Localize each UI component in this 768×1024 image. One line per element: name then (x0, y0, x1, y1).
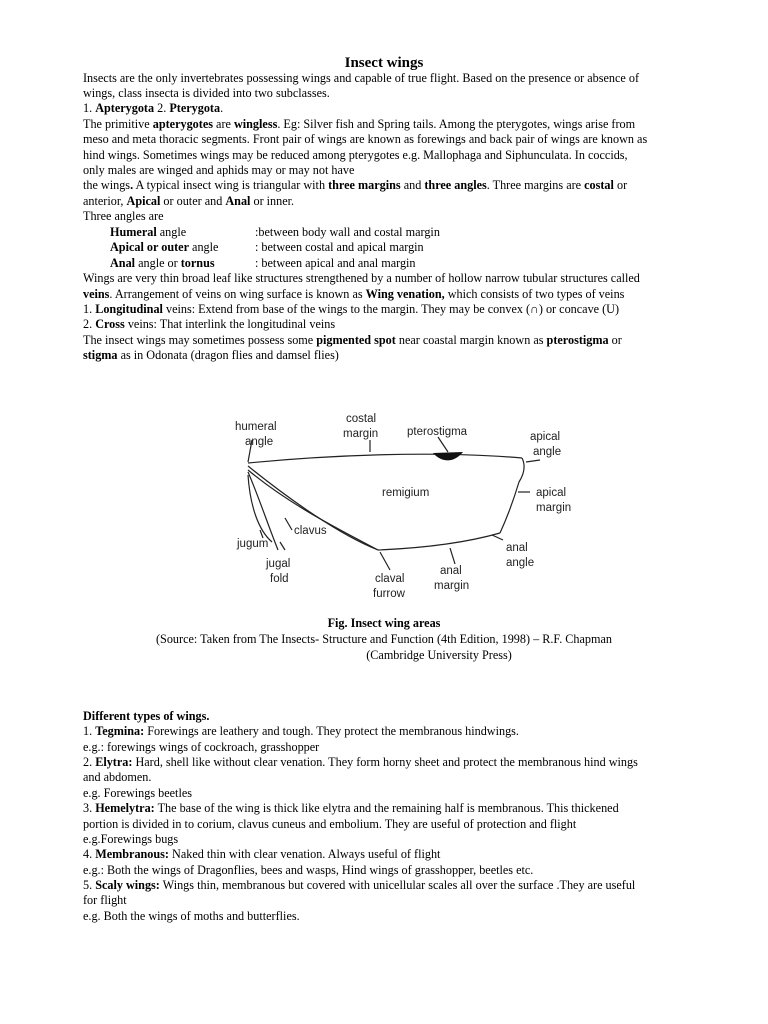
costal-margin-line (248, 454, 522, 463)
label-claval: claval (375, 573, 405, 585)
list-item-example: e.g.Forewings bugs (83, 832, 179, 846)
paragraph-line: the wings. A typical insect wing is triangular with three margins and three angles. Three margins are costal or (83, 178, 628, 192)
label-apical: apical (530, 431, 561, 443)
intro-line: wings, class insecta is divided into two subclasses. (83, 86, 330, 100)
paragraph-line: The insect wings may sometimes possess some pigmented spot near coastal margin known as pterostigma or (83, 333, 622, 347)
jugum-outline (248, 475, 272, 542)
paragraph-line: hind wings. Sometimes wings may be reduced among pterygotes e.g. Mallophaga and Siphunculata. In coccids, (83, 148, 628, 162)
label-clavus: clavus (294, 525, 327, 537)
angle-name: Anal angle or tornus (110, 256, 215, 270)
wing-diagram (230, 400, 575, 600)
list-item-continued: for flight (83, 893, 127, 907)
list-item: 1. Tegmina: Forewings are leathery and tough. They protect the membranous hindwings. (83, 724, 519, 738)
figure-source-publisher: (Cambridge University Press) (366, 648, 512, 662)
paragraph-line: stigma as in Odonata (dragon flies and damsel flies) (83, 348, 339, 362)
list-item-example: e.g. Both the wings of moths and butterflies. (83, 909, 300, 923)
paragraph-line: only males are winged and aphids may or may not have (83, 163, 355, 177)
label-humeral-angle: angle (245, 436, 274, 448)
angle-description: : between costal and apical margin (255, 240, 424, 254)
label-claval-furrow: furrow (373, 588, 405, 600)
list-item: 3. Hemelytra: The base of the wing is thick like elytra and the remaining half is membranous. This thickened (83, 801, 619, 815)
intro-line: Insects are the only invertebrates possessing wings and capable of true flight. Based on the presence or absence of (83, 71, 640, 85)
anal-margin-line (378, 533, 500, 550)
list-item: 2. Elytra: Hard, shell like without clear venation. They form horny sheet and protect the membranous hind wings (83, 755, 638, 769)
list-item-example: e.g. Forewings beetles (83, 786, 192, 800)
paragraph-line: veins. Arrangement of veins on wing surface is known as Wing venation, which consists of two types of veins (83, 287, 625, 301)
figure-source: (Source: Taken from The Insects- Structure and Function (4th Edition, 1998) – R.F. Chapman (155, 632, 613, 646)
label-jugal: jugal (266, 558, 291, 570)
label-pterostigma: pterostigma (407, 426, 468, 438)
label-jugum: jugum (237, 538, 269, 550)
angle-description: :between body wall and costal margin (255, 225, 440, 239)
paragraph-line: 1. Longitudinal veins: Extend from base of the wings to the margin. They may be convex (∩) or concave (U) (83, 302, 620, 316)
label-apical-margin-1: apical (536, 487, 567, 499)
label-jugal-fold: fold (270, 573, 289, 585)
list-item-example: e.g.: forewings wings of cockroach, grasshopper (83, 740, 320, 754)
pterostigma-mark (433, 452, 463, 460)
paragraph-line: The primitive apterygotes are wingless. Eg: Silver fish and Spring tails. Among the pterygotes, wings arise from (83, 117, 636, 131)
page-title: Insect wings (344, 55, 424, 71)
label-apical-angle: angle (533, 446, 562, 458)
angles-intro: Three angles are (83, 209, 164, 223)
subclass-line: 1. Apterygota 2. Pterygota. (83, 101, 224, 115)
angle-description: : between apical and anal margin (255, 256, 416, 270)
section-heading: Different types of wings. (83, 709, 210, 723)
list-item: 5. Scaly wings: Wings thin, membranous but covered with unicellular scales all over the surface .They are useful (83, 878, 636, 892)
list-item: 4. Membranous: Naked thin with clear venation. Always useful of flight (83, 847, 441, 861)
label-humeral: humeral (235, 421, 277, 433)
label-anal-2: anal (506, 542, 528, 554)
label-costal-margin: margin (343, 428, 379, 440)
label-costal: costal (346, 413, 377, 425)
list-item-example: e.g.: Both the wings of Dragonflies, bees and wasps, Hind wings of grasshopper, beetles etc. (83, 863, 534, 877)
angle-name: Humeral angle (110, 225, 187, 239)
label-remigium: remigium (382, 487, 430, 499)
list-item-continued: and abdomen. (83, 770, 152, 784)
paragraph-line: meso and meta thoracic segments. Front pair of wings are known as forewings and back pair of wings are known as (83, 132, 648, 146)
paragraph-line: 2. Cross veins: That interlink the longitudinal veins (83, 317, 336, 331)
angle-name: Apical or outer angle (110, 240, 219, 254)
apical-margin-line (500, 458, 524, 533)
label-anal-margin: margin (434, 580, 470, 592)
paragraph-line: Wings are very thin broad leaf like structures strengthened by a number of hollow narrow tubular structures called (83, 271, 640, 285)
label-anal: anal (440, 565, 462, 577)
figure-caption: Fig. Insect wing areas (327, 616, 441, 630)
paragraph-line: anterior, Apical or outer and Anal or inner. (83, 194, 295, 208)
label-anal-angle: angle (506, 557, 535, 569)
label-apical-margin-2: margin (536, 502, 572, 514)
list-item-continued: portion is divided in to corium, clavus cuneus and embolium. They are useful of protection and flight (83, 817, 577, 831)
